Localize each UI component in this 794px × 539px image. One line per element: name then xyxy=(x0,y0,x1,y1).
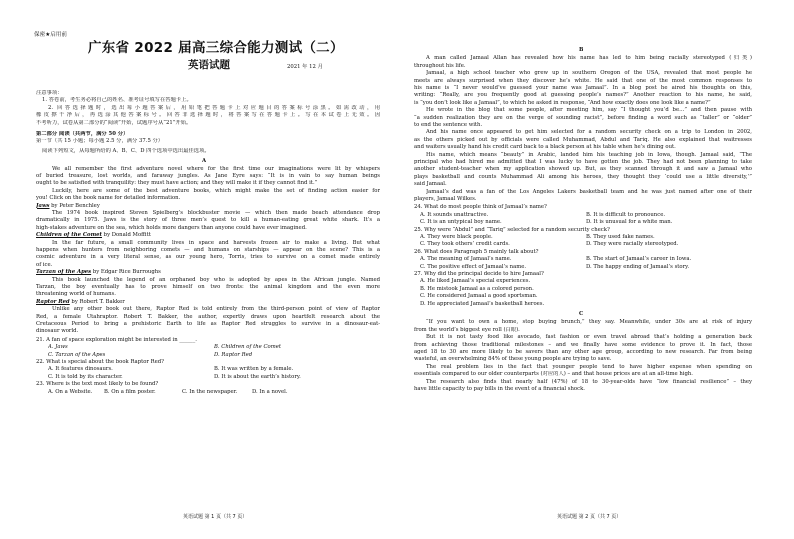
question-stem: 21. A fan of space exploration might be interested in ______. xyxy=(36,336,197,343)
secret-label: 保密★启用前 xyxy=(34,32,67,38)
passage-a-letter: A xyxy=(202,158,207,165)
passage-b-line: and waiters usually hand his credit card back to a black person at his table when he’s dining out. xyxy=(414,144,676,151)
passage-b-line: principal who had hired me admitted that I was lucky to have gotten the job. They had not been planning to take xyxy=(414,159,752,165)
passage-b-line: He wrote in the blog that some people, after meeting him, say “I thought you’d be…” and then pause with xyxy=(426,107,752,114)
instruction-text: 阅读下列短文，从每题所给的 A、B、C、D 四个选项中选出最佳选项。 xyxy=(42,147,210,154)
answer-option[interactable]: A. They were black people. xyxy=(420,234,493,240)
passage-b-line: Jamaal’s dad was a fan of the Los Angeles Lakers basketball team and he was just named after one of their xyxy=(426,188,752,195)
question-stem: 24. What do most people think of Jamaal’s name? xyxy=(414,204,547,211)
exam-subtitle: 英语试题 xyxy=(188,59,230,71)
passage-c-line: from the world’s biggest eye roll (白眼). xyxy=(414,326,520,333)
answer-option[interactable]: B. The start of Jamaal’s career in Iowa. xyxy=(586,256,692,263)
passage-b-line: writing: “Really, are you frequently good at guessing people’s names?” Another reaction to his name, he said, xyxy=(414,92,752,99)
answer-option[interactable]: A. It sounds unattractive. xyxy=(420,211,489,218)
answer-option[interactable]: C. It is an untypical boy name. xyxy=(420,219,502,226)
book-desc-line: This book launched the legend of an orphaned boy who is adopted by apes in the African jungle. Named xyxy=(52,276,380,283)
book-title[interactable]: Children of the Comet xyxy=(36,232,102,239)
answer-option[interactable]: A. The meaning of Jamaal’s name. xyxy=(420,256,512,263)
book-desc-line: dinosaur world. xyxy=(36,328,79,335)
book-desc-line: cosmic adventure in a very literal sense, as our young hero, Torris, tries to survive on a comet made entirely xyxy=(36,254,380,261)
passage-c-line: from achieving those traditional milestones – and we finally have some evidence to prove it. In fact, those xyxy=(414,341,752,348)
book-desc-line: of ice. xyxy=(36,261,53,268)
answer-option[interactable]: A. He liked Jamaal’s special experiences. xyxy=(420,278,531,285)
book-desc-line: high-stakes adventure on the sea, which holds more dangers than anyone could have ever imagined. xyxy=(36,224,307,231)
answer-option[interactable]: B. It is difficult to pronounce. xyxy=(586,211,666,218)
question-stem: 26. What does Paragraph 5 mainly talk about? xyxy=(414,248,539,255)
notice-line: 橡皮擦干净后，再选涂其他答案标号。回答非选择题时，将答案写在答题卡上。写在本试卷上无效。因 xyxy=(36,112,380,119)
passage-c-line: “If you want to own a home, stop buying brunch,” they say. Meanwhile, under 30s are at risk of injury xyxy=(426,319,752,326)
part2-heading: 第二部分 阅读（共两节，满分 50 分） xyxy=(36,131,129,137)
exam-date: 2021 年 12 月 xyxy=(287,64,323,70)
answer-option[interactable]: D. In a novel. xyxy=(252,388,288,395)
book-heading xyxy=(36,203,100,210)
section1-heading: 第一节（共 15 小题；每小题 2.5 分，满分 37.5 分） xyxy=(36,138,164,145)
passage-a-intro-line: you! Click on the book name for detailed information. xyxy=(36,195,181,202)
book-title[interactable]: Tarzan of the Apes xyxy=(36,269,92,276)
passage-b-line: “a sudden realization they are on the verge of sounding racist”, before finding a word such as “taller” or “older” xyxy=(414,114,752,121)
book-heading xyxy=(36,232,151,239)
book-desc-line: Red, a female Utahraptor. Robert T. Bakker, the author, expertly draws upon heartfelt research about the xyxy=(36,313,380,320)
book-author: by Robert T. Bakker xyxy=(69,298,125,305)
answer-option[interactable]: D. It is unusual for a white man. xyxy=(586,219,673,226)
book-heading xyxy=(36,269,161,276)
book-desc-line: The 1974 book inspired Steven Spielberg’s blockbuster movie — which then made beach attendance drop xyxy=(52,210,380,216)
answer-option[interactable]: C. The positive effect of Jamaal’s name. xyxy=(420,263,527,270)
book-author: by Edgar Rice Burroughs xyxy=(91,269,161,276)
answer-option[interactable]: B. They used fake names. xyxy=(586,234,655,240)
answer-option[interactable]: D. Raptor Red xyxy=(214,351,253,358)
answer-option[interactable]: A. It features dinosaurs. xyxy=(48,366,113,373)
book-desc-line: Cretaceous Period to bring a prehistoric Earth to life as Raptor Red struggles to survive in a dinosaur-eat- xyxy=(36,321,380,327)
book-desc-line: Unlike any other book out there, Raptor Red is told entirely from the third-person point of view of Raptor xyxy=(52,306,380,313)
question-stem: 22. What is special about the book Raptor Red? xyxy=(36,359,164,365)
answer-option[interactable]: A. Jaws xyxy=(48,344,68,351)
passage-b-line: another student-teacher when my application showed up. But, as they scanned through it and saw a Jamaal who xyxy=(414,166,752,173)
passage-b-line: Jamaal, a high school teacher who grew up in southern Oregon of the USA, revealed that most people he xyxy=(426,70,752,77)
passage-a-intro-line: of buried treasure, lost worlds, and faraway jungles. As Jane Eyre says: “It is in vain to say human beings xyxy=(36,173,380,179)
answer-option[interactable]: D. He appreciated Jamaal’s basketball heroes. xyxy=(420,300,545,307)
passage-a-intro-line: ought to be satisfied with tranquility: they must have action; and they will make it if they cannot find it.” xyxy=(36,180,318,187)
passage-a-intro-line: We all remember the first adventure novel where for the first time our imaginations were lit by whispers xyxy=(52,165,380,172)
passage-b-line: A man called Jamaal Allan has revealed how his name has led to him being racially stereotyped (归类) xyxy=(426,55,752,62)
footer-left: 英语试题 第 1 页（共 7 页） xyxy=(183,514,248,520)
book-desc-line: Tarzan, the boy eventually has to prove himself on two fronts: the animal kingdom and the even more xyxy=(36,284,380,290)
passage-b-letter: B xyxy=(579,47,584,53)
passage-b-line: players, Jamaal Wilkes. xyxy=(414,196,477,202)
answer-option[interactable]: C. It is told by its character. xyxy=(48,373,123,380)
passage-b-line: plays basketball and counts Muhammad Ali among his heroes, they thought they ‘could use a little diversity,’” xyxy=(414,173,752,180)
book-desc-line: threatening world of humans. xyxy=(36,291,116,298)
notice-line: 不考听力，试卷从第二部分的“阅读”开始，试题序号从“21”开始。 xyxy=(36,119,192,126)
passage-b-line: said Jamaal. xyxy=(414,181,447,188)
notice-heading: 注意事项： xyxy=(36,90,63,96)
book-title[interactable]: Raptor Red xyxy=(36,298,70,305)
answer-option[interactable]: D. The happy ending of Jamaal’s story. xyxy=(586,263,690,270)
passage-b-line: his name is “I never would’ve guessed your name was Jamaal”. In a blog post he aired his thoughts on this, xyxy=(414,85,752,91)
answer-option[interactable]: C. Tarzan of the Apes xyxy=(48,351,106,358)
book-author: by Peter Benchley xyxy=(49,202,100,209)
notice-line: 1. 答卷前，考生务必将自己的姓名、准考证号填写在答题卡上。 xyxy=(42,97,192,104)
passage-c-line: essentials compared to our older counterparts (对应的人) – and that house prices are at an all-time high. xyxy=(414,371,693,378)
answer-option[interactable]: B. He mistook Jamaal as a colored person. xyxy=(420,285,534,292)
passage-b-line: meets are always surprised when they discover he’s white. He said that one of the most common responses to xyxy=(414,77,752,84)
answer-option[interactable]: B. Children of the Comet xyxy=(214,344,281,351)
passage-c-line: aged 18 to 30 are more likely to be savers than any other age group, according to new research. Far from being xyxy=(414,349,752,355)
answer-option[interactable]: C. He considered Jamaal a good sportsman. xyxy=(420,293,538,300)
answer-option[interactable]: D. They were racially stereotyped. xyxy=(586,241,679,248)
passage-c-line: wasteful, an overwhelming 84% of these young people are trying to save. xyxy=(414,356,612,363)
passage-b-line: to end the sentence with. xyxy=(414,122,483,128)
passage-c-line: have little capacity to pay bills in the event of a financial shock. xyxy=(414,386,585,392)
question-stem: 27. Why did the principal decide to hire Jamaal? xyxy=(414,271,544,277)
passage-b-line: throughout his life. xyxy=(414,62,466,69)
passage-b-line: His name, which means “beauty” in Arabic, landed him his teaching job in Iowa, though. Jamaal said, “The xyxy=(426,151,752,158)
answer-option[interactable]: D. It is about the earth’s history. xyxy=(214,373,301,380)
book-title[interactable]: Jaws xyxy=(36,202,50,209)
question-stem: 23. Where is the text most likely to be found? xyxy=(36,381,159,388)
answer-option[interactable]: B. On a film poster. xyxy=(104,388,156,395)
book-heading xyxy=(36,299,125,306)
answer-option[interactable]: A. On a Website. xyxy=(48,388,93,395)
answer-option[interactable]: B. It was written by a female. xyxy=(214,366,294,373)
book-author: by Donald Moffitt xyxy=(102,232,151,239)
passage-c-letter: C xyxy=(579,311,584,317)
notice-line: 2. 回答选择题时，选出每小题答案后，用铅笔把答题卡上对应题目的答案标号涂黑。如需改动，用 xyxy=(48,104,380,111)
question-stem: 25. Why were “Abdul” and “Tariq” selected for a random security check? xyxy=(414,226,610,233)
passage-a-intro-line: Luckily, here are some of the best adventure books, which might make the set of finding action easier for xyxy=(52,187,380,194)
book-desc-line: happens when hunters from neighboring comets — and humans on starships — appear on the scene? This is a xyxy=(36,247,380,253)
passage-c-line: But it is not tasty food like avocado, fast fashion or even travel abroad that’s holding a generation back xyxy=(426,334,752,341)
passage-c-line: The real problem lies in the fact that younger people tend to have higher expense when spending on xyxy=(426,363,752,370)
answer-option[interactable]: C. They took others’ credit cards. xyxy=(420,241,510,248)
answer-option[interactable]: C. In the newspaper. xyxy=(182,388,238,395)
footer-right: 英语试题 第 2 页（共 7 页） xyxy=(557,514,622,520)
exam-title: 广东省 2022 届高三综合能力测试（二） xyxy=(88,40,344,56)
book-desc-line: In the far future, a small community lives in space and harvests frozen air to make a living. But what xyxy=(52,239,380,246)
passage-c-line: The research also finds that nearly half (47%) of 18 to 30-year-olds have “low financial resilience” – they xyxy=(426,378,752,385)
passage-b-line: And his name once appeared to get him selected for a random security check on a trip to London in 2002, xyxy=(426,129,752,136)
passage-b-line: is “you don’t look like a Jamaal”, to which he asked in response, “And how exactly does one look like a name?” xyxy=(414,99,711,106)
passage-b-line: as the others picked out by officials were called Muhammad, Abdul and Tariq. He also explained that waitresses xyxy=(414,136,752,143)
book-desc-line: dramatically in 1975. Jaws is the story of three men’s quest to kill a human-eating great white shark. It’s a xyxy=(36,217,380,224)
